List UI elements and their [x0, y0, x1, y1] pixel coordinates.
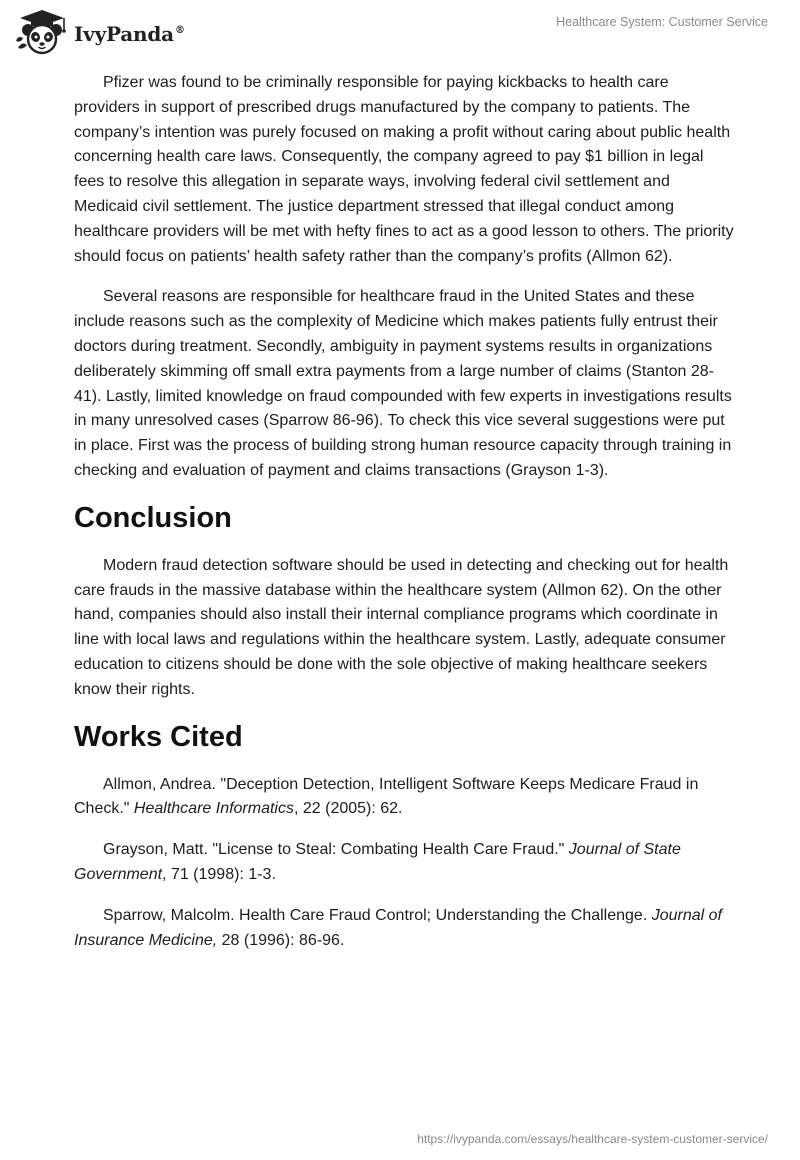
- citation-entry: Allmon, Andrea. "Deception Detection, Intelligent Software Keeps Medicare Fraud in Check." Healthcare Informatics, 22 (2005): 62.: [74, 775, 699, 818]
- brand-name: IvyPanda®: [74, 22, 185, 46]
- body-paragraph: Pfizer was found to be criminally responsible for paying kickbacks to health care providers in support of prescribed drugs manufactured by the company to patients. The company’s intention was purely focused on making a profit without caring about public health concerning health care laws. Consequently, the company agreed to pay $1 billion in legal fees to resolve this allegation in separate ways, involving federal civil settlement and Medicaid civil settlement. The justice department stressed that illegal conduct among healthcare providers will be met with hefty fines to act as a good lesson to others. The priority should focus on patients’ health safety rather than the company’s profits (Allmon 62).: [74, 74, 734, 265]
- citation-entry: Sparrow, Malcolm. Health Care Fraud Control; Understanding the Challenge. Journal of Insurance Medicine, 28 (1996): 86-96.: [74, 906, 722, 949]
- page-header: [0, 0, 800, 60]
- conclusion-paragraph: Modern fraud detection software should be used in detecting and checking out for health care frauds in the massive database within the healthcare system (Allmon 62). On the other hand, companies should also install their internal compliance programs which coordinate in line with local laws and regulations within the healthcare system. Lastly, adequate consumer education to citizens should be done with the sole objective of making healthcare seekers know their rights.: [74, 556, 729, 698]
- conclusion-heading: Conclusion: [74, 501, 232, 534]
- body-paragraph: Several reasons are responsible for healthcare fraud in the United States and these include reasons such as the complexity of Medicine which makes patients fully entrust their doctors during treatment. Secondly, ambiguity in payment systems results in organizations deliberately skimming off small extra payments from a large number of claims (Stanton 28-41). Lastly, limited knowledge on fraud compounded with few experts in investigations results in many unresolved cases (Sparrow 86-96). To check this vice several suggestions were put in place. First was the process of building strong human resource capacity through training in checking and evaluation of payment and claims transactions (Grayson 1-3).: [74, 288, 732, 479]
- document-title: Healthcare System: Customer Service: [556, 15, 768, 29]
- citation-source: Journal of State Government: [74, 841, 681, 883]
- essay-content: [74, 71, 734, 969]
- source-url[interactable]: https://ivypanda.com/essays/healthcare-system-customer-service/: [417, 1132, 768, 1146]
- citation-entry: Grayson, Matt. "License to Steal: Combating Health Care Fraud." Journal of State Government, 71 (1998): 1-3.: [74, 841, 681, 883]
- works-cited-heading: Works Cited: [74, 720, 243, 753]
- panda-graduate-icon: [14, 8, 70, 56]
- citation-source: Healthcare Informatics: [133, 800, 294, 818]
- ivypanda-logo[interactable]: [14, 8, 185, 56]
- citation-source: Journal of Insurance Medicine,: [74, 906, 722, 949]
